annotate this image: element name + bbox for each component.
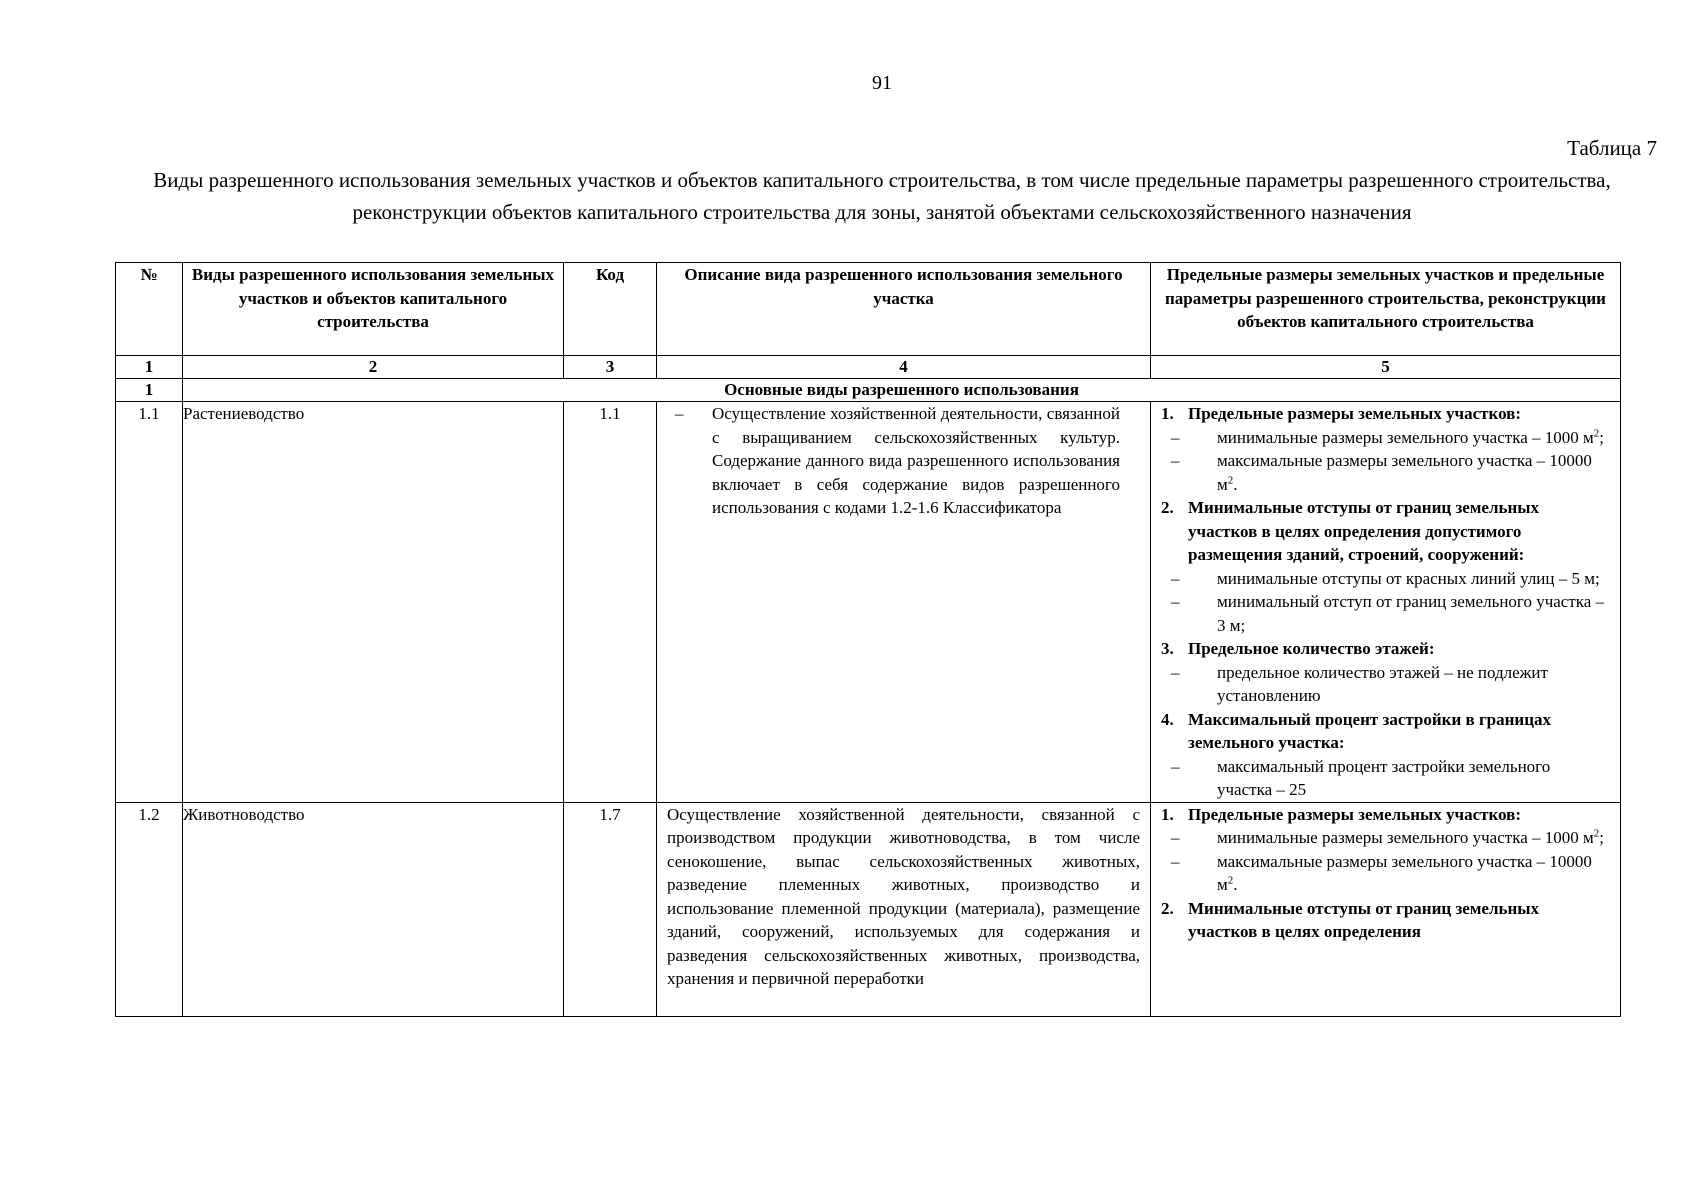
table-row xyxy=(116,402,1621,803)
land-use-table xyxy=(115,262,1621,1017)
section-title: Основные виды разрешенного использования xyxy=(183,379,1621,402)
section-row xyxy=(116,379,1621,402)
row-description-cell xyxy=(657,802,1151,1016)
row-number: 1.1 xyxy=(116,402,183,803)
list-dash: – xyxy=(675,404,684,423)
param-heading: 2. Минимальные отступы от границ земельных участков в целях определения допустимого размещения зданий, строений, сооружений: xyxy=(1161,498,1540,564)
row-description xyxy=(657,402,1150,520)
row-code: 1.7 xyxy=(564,802,657,1016)
param-item: – минимальный отступ от границ земельного участка – 3 м; xyxy=(1171,592,1605,635)
header-use-type: Виды разрешенного использования земельных участков и объектов капитального строительства xyxy=(183,263,564,356)
column-index-row xyxy=(116,356,1621,379)
param-item: – максимальный процент застройки земельного участка – 25 xyxy=(1171,756,1551,799)
param-item: – максимальные размеры земельного участка – 10000 $м^2$. xyxy=(1171,851,1592,894)
row-code: 1.1 xyxy=(564,402,657,803)
row-use-type: Растениеводство xyxy=(183,402,564,803)
param-item: – минимальные отступы от красных линий улиц – 5 м; xyxy=(1171,568,1600,588)
header-code: Код xyxy=(564,263,657,356)
column-index: 1 xyxy=(116,356,183,379)
row-description-cell xyxy=(657,402,1151,803)
param-item: – минимальные размеры земельного участка – 1000 $м^2$; xyxy=(1171,827,1604,847)
section-number: 1 xyxy=(116,379,183,402)
column-index: 3 xyxy=(564,356,657,379)
table-header-row xyxy=(116,263,1621,356)
row-parameters-cell xyxy=(1151,802,1621,1016)
param-heading: 1. Предельные размеры земельных участков: xyxy=(1161,404,1522,423)
row-parameters xyxy=(1151,803,1620,1016)
row-parameters xyxy=(1151,402,1620,802)
param-heading: 1. Предельные размеры земельных участков: xyxy=(1161,804,1522,824)
page-number: 91 xyxy=(872,72,892,94)
header-number: № xyxy=(116,263,183,356)
param-item: – максимальные размеры земельного участка – 10000 $м^2$. xyxy=(1171,451,1592,494)
row-description: Осуществление хозяйственной деятельности, связанной с производством продукции животноводства, в том числе сенокошение, выпас сельскохозяйственных животных, разведение племенных животных, производство и использование племенной продукции (материала), размещение зданий, сооружений, используемых для содержания и разведения сельскохозяйственных животных, производства, хранения и первичной переработки xyxy=(667,804,1140,988)
column-index: 5 xyxy=(1151,356,1621,379)
description-text: Осуществление хозяйственной деятельности, связанной с выращиванием сельскохозяйственных культур. Содержание данного вида разрешенного использования включает в себя содержание видов разрешенного использования с кодами 1.2-1.6 Классификатора xyxy=(712,404,1120,517)
table-row xyxy=(116,802,1621,1016)
table-caption: Виды разрешенного использования земельных участков и объектов капитального строительства, в том числе предельные параметры разрешенного строительства, реконструкции объектов капитального строительства для зоны, занятой объектами сельскохозяйственного назначения xyxy=(153,168,1611,224)
header-description: Описание вида разрешенного использования земельного участка xyxy=(657,263,1151,356)
table-label: Таблица 7 xyxy=(1567,136,1657,160)
param-item: – предельное количество этажей – не подлежит установлению xyxy=(1171,662,1548,705)
param-heading: 4. Максимальный процент застройки в границах земельного участка: xyxy=(1161,709,1552,752)
param-heading: 2. Минимальные отступы от границ земельных участков в целях определения xyxy=(1161,898,1540,941)
row-use-type: Животноводство xyxy=(183,802,564,1016)
param-item: – минимальные размеры земельного участка – 1000 $м^2$; xyxy=(1171,426,1604,447)
header-parameters: Предельные размеры земельных участков и предельные параметры разрешенного строительства, реконструкции объектов капитального строительства xyxy=(1151,263,1621,356)
row-parameters-cell xyxy=(1151,402,1621,803)
param-heading: 3. Предельное количество этажей: xyxy=(1161,639,1435,658)
row-number: 1.2 xyxy=(116,802,183,1016)
column-index: 4 xyxy=(657,356,1151,379)
column-index: 2 xyxy=(183,356,564,379)
